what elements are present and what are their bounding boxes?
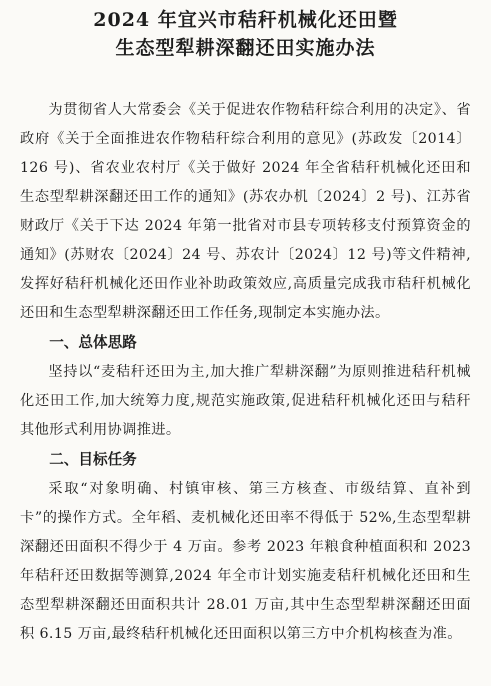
section-heading-target-tasks: 二、目标任务: [49, 451, 137, 468]
title-line-2: 生态型犁耕深翻还田实施办法: [115, 37, 376, 59]
section-paragraph-overall-approach: 坚持以“麦秸秆还田为主,加大推广犁耕深翻”为原则推进秸秆机械化还田工作,加大统筹力度,规范实施政策,促进秸秆机械化还田与秸秆其他形式利用协调推进。: [20, 364, 471, 438]
document-title: [20, 6, 471, 62]
title-line-1: 2024 年宜兴市秸秆机械化还田暨: [93, 9, 398, 31]
section-paragraph-target-tasks: 采取“对象明确、村镇审核、第三方核查、市级结算、直补到卡”的操作方式。全年稻、麦机械化还田率不得低于 52%,生态型犁耕深翻还田面积不得少于 4 万亩。参考 2023 年粮食种植面积和 2023 年秸秆还田数据等测算,2024 年全市计划实施麦秸秆机械化还田和生态型犁耕深翻还田面积共计 28.01 万亩,其中生态型犁耕深翻还田面积 6.15 万亩,最终秸秆机械化还田面积以第三方中介机构核查为准。: [20, 481, 471, 642]
intro-paragraph: 为贯彻省人大常委会《关于促进农作物秸秆综合利用的决定》、省政府《关于全面推进农作物秸秆综合利用的意见》(苏政发〔2014〕126 号)、省农业农村厅《关于做好 2024 年全省秸秆机械化还田和生态型犁耕深翻还田工作的通知》(苏农办机〔2024〕2 号)、江苏省财政厅《关于下达 2024 年第一批省对市县专项转移支付预算资金的通知》(苏财农〔2024〕24 号、苏农计〔2024〕12 号)等文件精神,发挥好秸秆机械化还田作业补助政策效应,高质量完成我市秸秆机械化还田和生态型犁耕深翻还田工作任务,现制定本实施办法。: [20, 102, 471, 321]
section-heading-overall-approach: 一、总体思路: [49, 334, 137, 351]
document-body: [20, 96, 471, 649]
